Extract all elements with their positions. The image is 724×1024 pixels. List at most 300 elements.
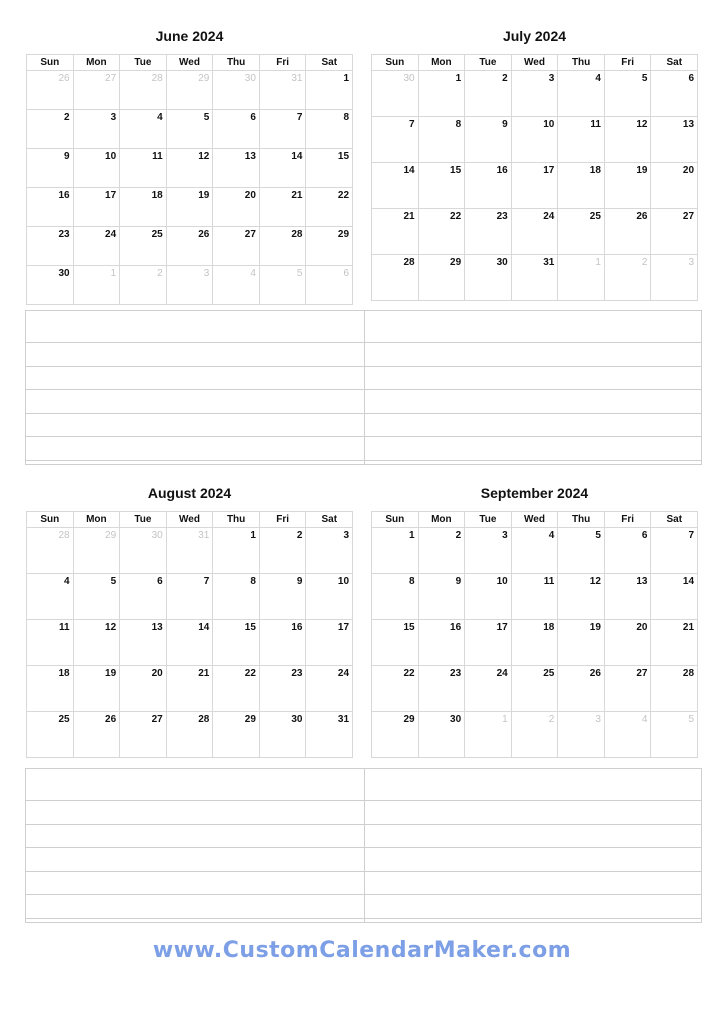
day-number: 31 bbox=[543, 257, 555, 268]
day-number: 7 bbox=[409, 119, 415, 130]
day-cell-other-month bbox=[119, 266, 166, 304]
day-number: 18 bbox=[151, 190, 163, 201]
day-cell bbox=[166, 712, 213, 757]
day-number: 25 bbox=[151, 229, 163, 240]
day-cell bbox=[259, 149, 306, 187]
day-number: 16 bbox=[450, 622, 462, 633]
notes-line bbox=[26, 366, 701, 367]
day-number: 17 bbox=[543, 165, 555, 176]
day-cell bbox=[73, 227, 120, 265]
day-number: 28 bbox=[291, 229, 303, 240]
day-cell bbox=[557, 574, 604, 619]
day-number: 28 bbox=[403, 257, 415, 268]
notes-line bbox=[26, 918, 701, 919]
day-cell bbox=[464, 209, 511, 254]
day-number: 1 bbox=[455, 73, 462, 84]
week-row bbox=[27, 620, 352, 666]
day-number: 31 bbox=[198, 530, 210, 541]
day-number: 21 bbox=[403, 211, 415, 222]
notes-line bbox=[26, 389, 701, 390]
notes-divider bbox=[364, 311, 365, 464]
day-cell bbox=[650, 117, 697, 162]
notes-line bbox=[26, 800, 701, 801]
day-number: 31 bbox=[337, 714, 350, 725]
day-cell-other-month bbox=[650, 712, 697, 757]
day-cell-other-month bbox=[259, 71, 306, 109]
day-cell-other-month bbox=[464, 712, 511, 757]
calendar-title: August 2024 bbox=[147, 485, 232, 501]
day-cell bbox=[604, 71, 651, 116]
day-number: 28 bbox=[198, 714, 210, 725]
day-number: 15 bbox=[337, 151, 350, 162]
day-cell bbox=[418, 117, 465, 162]
weekday-label: Wed bbox=[166, 55, 213, 70]
day-number: 4 bbox=[595, 73, 601, 84]
day-cell bbox=[372, 209, 418, 254]
day-number: 2 bbox=[641, 257, 648, 268]
day-cell bbox=[604, 163, 651, 208]
day-cell bbox=[511, 117, 558, 162]
day-cell-other-month bbox=[212, 71, 259, 109]
weekday-header-row bbox=[27, 55, 352, 71]
day-number: 18 bbox=[589, 165, 601, 176]
day-cell bbox=[166, 188, 213, 226]
day-number: 5 bbox=[110, 576, 117, 587]
calendar-title: June 2024 bbox=[155, 28, 224, 44]
day-cell bbox=[119, 227, 166, 265]
day-number: 22 bbox=[337, 190, 350, 201]
day-number: 1 bbox=[409, 530, 415, 541]
day-number: 22 bbox=[244, 668, 256, 679]
week-row bbox=[372, 528, 697, 574]
day-number: 6 bbox=[250, 112, 256, 123]
day-number: 28 bbox=[151, 73, 163, 84]
notes-line bbox=[26, 413, 701, 414]
day-cell-other-month bbox=[73, 528, 120, 573]
day-cell bbox=[464, 528, 511, 573]
day-cell bbox=[418, 620, 465, 665]
day-number: 17 bbox=[105, 190, 117, 201]
day-number: 11 bbox=[543, 576, 555, 587]
calendar-grid bbox=[371, 54, 698, 301]
day-number: 21 bbox=[682, 622, 695, 633]
day-number: 3 bbox=[110, 112, 117, 123]
day-cell bbox=[464, 666, 511, 711]
day-number: 3 bbox=[343, 530, 350, 541]
week-row bbox=[27, 227, 352, 266]
weekday-label: Thu bbox=[557, 55, 604, 70]
day-number: 13 bbox=[151, 622, 163, 633]
day-cell bbox=[557, 666, 604, 711]
weekday-header-row bbox=[372, 512, 697, 528]
day-cell-other-month bbox=[119, 71, 166, 109]
day-cell-other-month bbox=[73, 71, 120, 109]
weekday-header-row bbox=[372, 55, 697, 71]
week-row bbox=[27, 71, 352, 110]
day-cell-other-month bbox=[604, 712, 651, 757]
day-cell bbox=[27, 666, 73, 711]
day-number: 14 bbox=[291, 151, 303, 162]
day-cell bbox=[259, 666, 306, 711]
day-cell bbox=[557, 117, 604, 162]
day-number: 26 bbox=[105, 714, 117, 725]
day-cell bbox=[464, 71, 511, 116]
day-cell bbox=[372, 574, 418, 619]
day-number: 1 bbox=[110, 268, 117, 279]
day-number: 28 bbox=[682, 668, 695, 679]
day-cell bbox=[305, 574, 352, 619]
day-number: 15 bbox=[244, 622, 256, 633]
week-row bbox=[27, 712, 352, 757]
weekday-label: Sat bbox=[305, 512, 352, 527]
day-number: 9 bbox=[296, 576, 303, 587]
day-number: 27 bbox=[105, 73, 117, 84]
day-number: 13 bbox=[636, 576, 648, 587]
day-cell bbox=[372, 666, 418, 711]
week-row bbox=[372, 574, 697, 620]
day-cell bbox=[166, 574, 213, 619]
week-row bbox=[372, 71, 697, 117]
day-number: 7 bbox=[296, 112, 303, 123]
day-number: 14 bbox=[403, 165, 415, 176]
day-cell bbox=[212, 188, 259, 226]
day-cell bbox=[650, 528, 697, 573]
day-number: 30 bbox=[244, 73, 256, 84]
day-cell bbox=[212, 149, 259, 187]
day-cell-other-month bbox=[557, 255, 604, 300]
day-cell bbox=[73, 110, 120, 148]
day-number: 18 bbox=[543, 622, 555, 633]
weekday-label: Tue bbox=[464, 512, 511, 527]
day-number: 25 bbox=[58, 714, 70, 725]
day-cell bbox=[418, 666, 465, 711]
calendar-grid bbox=[371, 511, 698, 758]
day-cell bbox=[166, 227, 213, 265]
day-number: 7 bbox=[688, 530, 695, 541]
day-cell bbox=[259, 110, 306, 148]
day-cell bbox=[604, 528, 651, 573]
day-number: 11 bbox=[152, 151, 163, 162]
day-cell bbox=[119, 188, 166, 226]
day-cell bbox=[212, 620, 259, 665]
day-number: 4 bbox=[157, 112, 163, 123]
day-number: 19 bbox=[198, 190, 210, 201]
weekday-label: Sun bbox=[40, 514, 60, 525]
day-number: 2 bbox=[157, 268, 163, 279]
day-cell bbox=[73, 149, 120, 187]
day-number: 24 bbox=[543, 211, 555, 222]
weekday-label: Mon bbox=[418, 55, 465, 70]
day-cell bbox=[650, 574, 697, 619]
day-number: 3 bbox=[203, 268, 210, 279]
day-number: 26 bbox=[58, 73, 70, 84]
notes-line bbox=[26, 436, 701, 437]
day-cell bbox=[119, 110, 166, 148]
week-row bbox=[372, 117, 697, 163]
day-number: 29 bbox=[244, 714, 256, 725]
day-number: 31 bbox=[291, 73, 303, 84]
day-number: 2 bbox=[455, 530, 462, 541]
day-number: 6 bbox=[157, 576, 163, 587]
weekday-label: Sun bbox=[385, 514, 405, 525]
day-number: 6 bbox=[641, 530, 648, 541]
day-number: 15 bbox=[403, 622, 415, 633]
day-cell bbox=[418, 255, 465, 300]
week-row bbox=[27, 528, 352, 574]
day-cell bbox=[418, 574, 465, 619]
day-cell bbox=[650, 163, 697, 208]
day-number: 3 bbox=[688, 257, 695, 268]
day-cell bbox=[372, 528, 418, 573]
calendar-grid bbox=[26, 54, 353, 305]
notes-divider bbox=[364, 769, 365, 922]
day-number: 4 bbox=[641, 714, 648, 725]
weekday-label: Tue bbox=[464, 55, 511, 70]
day-cell bbox=[305, 110, 352, 148]
week-row bbox=[372, 712, 697, 757]
day-cell bbox=[27, 149, 73, 187]
day-cell bbox=[259, 528, 306, 573]
week-row bbox=[27, 666, 352, 712]
day-number: 18 bbox=[58, 668, 70, 679]
day-cell bbox=[305, 227, 352, 265]
day-cell-other-month bbox=[372, 71, 418, 116]
day-number: 11 bbox=[590, 119, 601, 130]
day-cell bbox=[27, 574, 73, 619]
day-number: 12 bbox=[198, 151, 210, 162]
day-cell bbox=[418, 528, 465, 573]
week-row bbox=[372, 209, 697, 255]
weekday-label: Thu bbox=[557, 512, 604, 527]
day-number: 20 bbox=[244, 190, 256, 201]
day-cell bbox=[464, 117, 511, 162]
day-number: 16 bbox=[58, 190, 70, 201]
weekday-label: Thu bbox=[212, 512, 259, 527]
weekday-label: Sat bbox=[650, 512, 697, 527]
day-number: 3 bbox=[502, 530, 508, 541]
day-cell bbox=[372, 620, 418, 665]
day-number: 10 bbox=[105, 151, 117, 162]
day-cell bbox=[604, 666, 651, 711]
day-cell bbox=[511, 574, 558, 619]
day-cell bbox=[372, 163, 418, 208]
day-number: 25 bbox=[589, 211, 601, 222]
day-cell-other-month bbox=[73, 266, 120, 304]
day-number: 10 bbox=[543, 119, 555, 130]
day-number: 1 bbox=[595, 257, 601, 268]
week-row bbox=[27, 574, 352, 620]
day-number: 29 bbox=[403, 714, 415, 725]
day-number: 19 bbox=[636, 165, 648, 176]
notes-line bbox=[26, 342, 701, 343]
day-number: 24 bbox=[496, 668, 508, 679]
day-cell bbox=[73, 188, 120, 226]
day-number: 6 bbox=[343, 268, 350, 279]
week-row bbox=[372, 666, 697, 712]
day-cell bbox=[418, 209, 465, 254]
day-cell bbox=[604, 117, 651, 162]
weekday-label: Mon bbox=[418, 512, 465, 527]
day-number: 22 bbox=[450, 211, 462, 222]
day-cell bbox=[259, 574, 306, 619]
day-cell bbox=[511, 528, 558, 573]
day-number: 5 bbox=[688, 714, 695, 725]
day-number: 30 bbox=[58, 268, 70, 279]
day-number: 30 bbox=[291, 714, 303, 725]
week-row bbox=[372, 255, 697, 300]
day-number: 27 bbox=[682, 211, 695, 222]
day-cell bbox=[119, 666, 166, 711]
weekday-header-row bbox=[27, 512, 352, 528]
weekday-label: Tue bbox=[119, 55, 166, 70]
day-number: 6 bbox=[688, 73, 695, 84]
weekday-label: Mon bbox=[73, 512, 120, 527]
day-cell bbox=[418, 163, 465, 208]
day-cell bbox=[305, 712, 352, 757]
day-number: 28 bbox=[58, 530, 70, 541]
day-number: 30 bbox=[450, 714, 462, 725]
day-number: 3 bbox=[548, 73, 555, 84]
notes-line bbox=[26, 894, 701, 895]
day-number: 2 bbox=[296, 530, 303, 541]
day-number: 23 bbox=[496, 211, 508, 222]
day-cell bbox=[119, 712, 166, 757]
day-cell bbox=[511, 620, 558, 665]
day-number: 29 bbox=[105, 530, 117, 541]
notes-line bbox=[26, 871, 701, 872]
day-number: 10 bbox=[496, 576, 508, 587]
day-cell bbox=[119, 574, 166, 619]
day-number: 30 bbox=[496, 257, 508, 268]
day-number: 19 bbox=[105, 668, 117, 679]
day-number: 1 bbox=[343, 73, 350, 84]
day-cell bbox=[166, 666, 213, 711]
day-cell bbox=[119, 620, 166, 665]
day-cell bbox=[73, 574, 120, 619]
day-number: 20 bbox=[636, 622, 648, 633]
day-cell bbox=[418, 712, 465, 757]
day-cell-other-month bbox=[557, 712, 604, 757]
notes-box-upper bbox=[25, 310, 702, 465]
weekday-label: Sat bbox=[650, 55, 697, 70]
day-cell-other-month bbox=[166, 71, 213, 109]
day-cell bbox=[212, 574, 259, 619]
day-cell bbox=[305, 620, 352, 665]
week-row bbox=[27, 110, 352, 149]
day-cell-other-month bbox=[650, 255, 697, 300]
footer-website-link[interactable]: www.CustomCalendarMaker.com bbox=[152, 938, 572, 963]
day-cell bbox=[604, 620, 651, 665]
day-cell bbox=[557, 620, 604, 665]
day-number: 11 bbox=[59, 622, 70, 633]
day-number: 20 bbox=[151, 668, 163, 679]
day-cell bbox=[557, 163, 604, 208]
day-cell bbox=[372, 255, 418, 300]
day-number: 2 bbox=[502, 73, 508, 84]
week-row bbox=[27, 149, 352, 188]
day-number: 4 bbox=[548, 530, 555, 541]
day-number: 26 bbox=[636, 211, 648, 222]
day-number: 8 bbox=[250, 576, 256, 587]
day-cell-other-month bbox=[119, 528, 166, 573]
notes-line bbox=[26, 460, 701, 461]
weekday-label: Fri bbox=[259, 55, 306, 70]
day-number: 9 bbox=[502, 119, 508, 130]
day-number: 13 bbox=[244, 151, 256, 162]
day-number: 5 bbox=[203, 112, 210, 123]
day-cell bbox=[259, 227, 306, 265]
week-row bbox=[27, 266, 352, 304]
week-row bbox=[27, 188, 352, 227]
day-cell-other-month bbox=[511, 712, 558, 757]
day-number: 17 bbox=[337, 622, 350, 633]
day-cell bbox=[27, 227, 73, 265]
day-number: 14 bbox=[682, 576, 695, 587]
day-number: 2 bbox=[64, 112, 70, 123]
day-cell bbox=[212, 110, 259, 148]
day-cell bbox=[650, 666, 697, 711]
day-cell bbox=[305, 188, 352, 226]
weekday-label: Sun bbox=[40, 57, 60, 68]
day-cell bbox=[259, 188, 306, 226]
day-number: 4 bbox=[64, 576, 70, 587]
day-cell bbox=[73, 620, 120, 665]
day-number: 27 bbox=[151, 714, 163, 725]
day-number: 29 bbox=[337, 229, 350, 240]
day-number: 12 bbox=[105, 622, 117, 633]
day-number: 5 bbox=[641, 73, 648, 84]
day-cell bbox=[119, 149, 166, 187]
day-number: 12 bbox=[636, 119, 648, 130]
day-cell bbox=[166, 149, 213, 187]
day-number: 23 bbox=[58, 229, 70, 240]
day-cell bbox=[305, 666, 352, 711]
weekday-label: Wed bbox=[166, 512, 213, 527]
day-number: 15 bbox=[450, 165, 462, 176]
calendar-title: July 2024 bbox=[502, 28, 567, 44]
day-number: 26 bbox=[589, 668, 601, 679]
day-number: 4 bbox=[250, 268, 256, 279]
day-cell bbox=[650, 71, 697, 116]
day-cell bbox=[650, 209, 697, 254]
day-number: 8 bbox=[343, 112, 350, 123]
day-cell-other-month bbox=[259, 266, 306, 304]
weekday-label: Sun bbox=[385, 57, 405, 68]
day-number: 19 bbox=[589, 622, 601, 633]
weekday-label: Mon bbox=[73, 55, 120, 70]
day-cell bbox=[166, 110, 213, 148]
weekday-label: Fri bbox=[259, 512, 306, 527]
calendar-grid bbox=[26, 511, 353, 758]
day-cell-other-month bbox=[604, 255, 651, 300]
day-cell bbox=[511, 666, 558, 711]
day-number: 3 bbox=[595, 714, 601, 725]
day-cell bbox=[557, 209, 604, 254]
day-number: 1 bbox=[502, 714, 508, 725]
day-number: 24 bbox=[105, 229, 117, 240]
day-cell-other-month bbox=[166, 266, 213, 304]
day-number: 5 bbox=[296, 268, 303, 279]
day-cell bbox=[372, 117, 418, 162]
day-number: 14 bbox=[198, 622, 210, 633]
day-number: 13 bbox=[682, 119, 695, 130]
day-number: 27 bbox=[244, 229, 256, 240]
weekday-label: Fri bbox=[604, 512, 651, 527]
day-number: 8 bbox=[455, 119, 462, 130]
week-row bbox=[372, 163, 697, 209]
day-cell bbox=[259, 712, 306, 757]
day-cell bbox=[604, 574, 651, 619]
